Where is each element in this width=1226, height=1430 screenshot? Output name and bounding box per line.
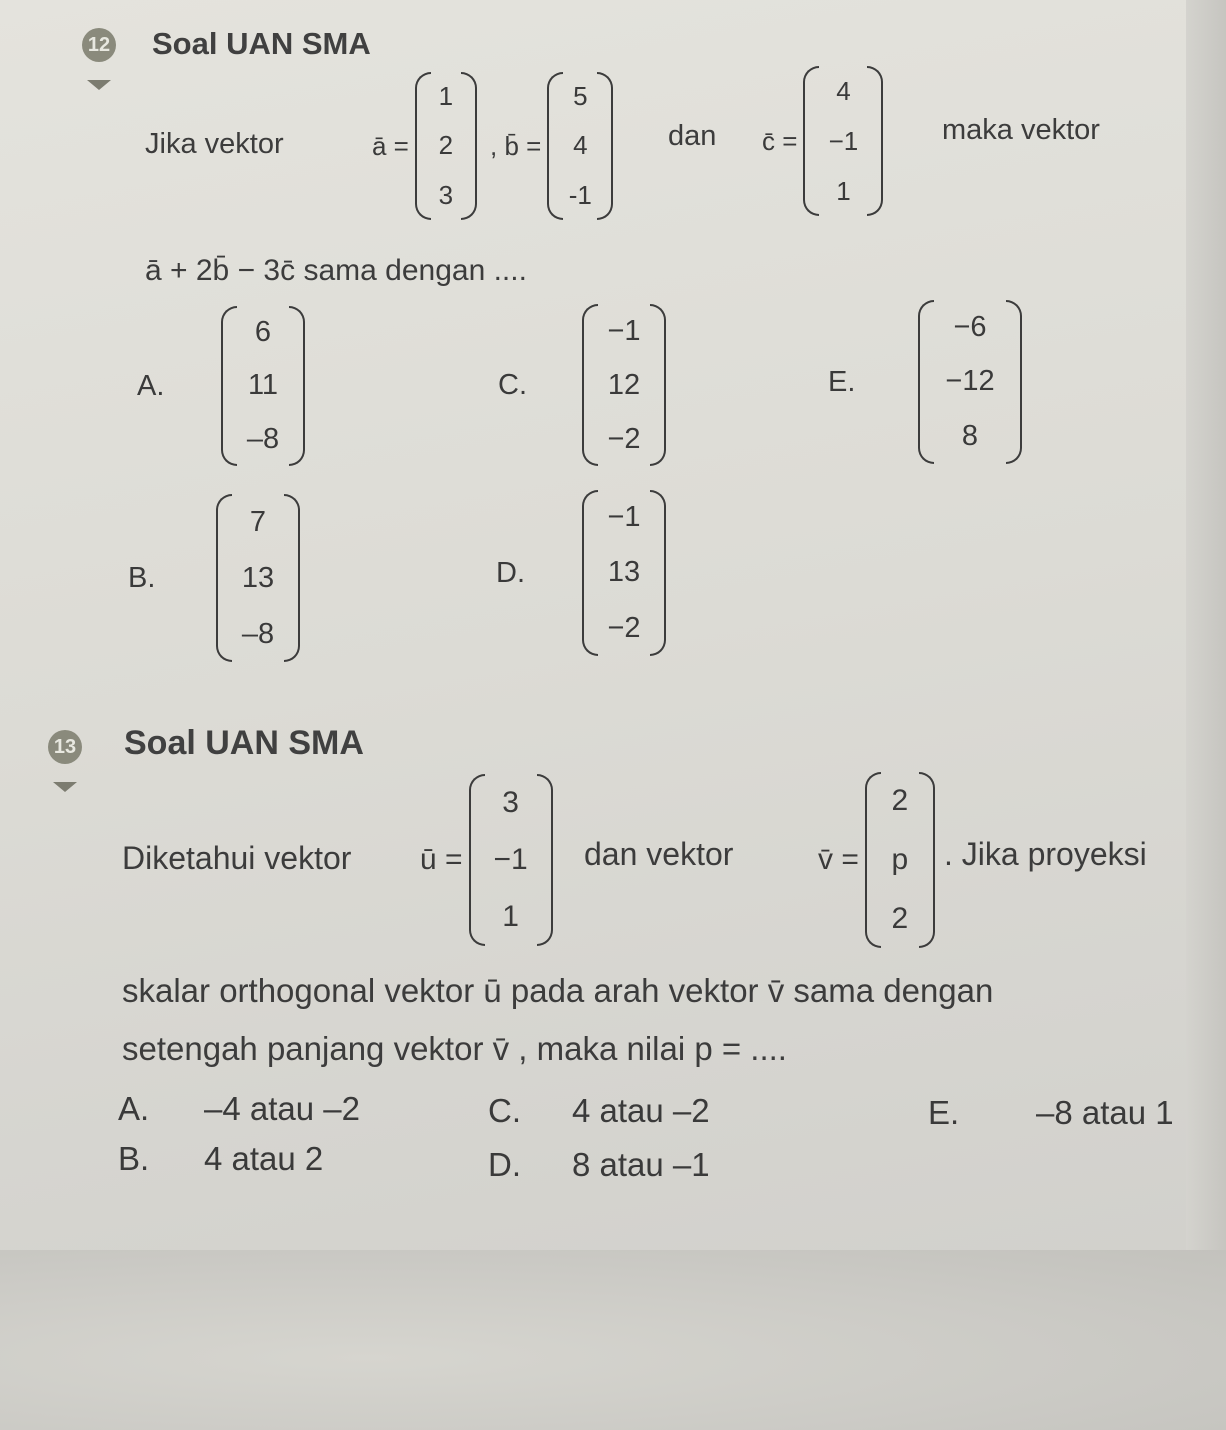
option-e-matrix bbox=[918, 300, 1022, 464]
vector-c-label: c̄ = bbox=[762, 125, 798, 156]
question-number: 13 bbox=[53, 735, 77, 758]
matrix-entry: 13 bbox=[241, 561, 275, 594]
vector-b bbox=[490, 72, 613, 220]
option-d[interactable] bbox=[488, 1146, 710, 1184]
option-letter: D. bbox=[496, 556, 525, 589]
matrix-entry: 5 bbox=[573, 81, 588, 112]
matrix-entry: −12 bbox=[945, 365, 995, 398]
matrix-entry: –8 bbox=[241, 617, 275, 650]
vector-v bbox=[818, 772, 935, 948]
option-a[interactable] bbox=[137, 306, 305, 466]
matrix-entry: 4 bbox=[836, 75, 851, 106]
vector-v-label: v̄ = bbox=[818, 843, 859, 876]
matrix-entry: 13 bbox=[607, 556, 641, 589]
matrix-entry: 2 bbox=[891, 901, 909, 935]
option-a[interactable] bbox=[118, 1090, 360, 1128]
question-intro: Jika vektor bbox=[145, 128, 284, 160]
page-edge bbox=[1186, 0, 1226, 1430]
option-text: –4 atau –2 bbox=[204, 1090, 360, 1127]
option-text: –8 atau 1 bbox=[1036, 1094, 1174, 1131]
question-heading: Soal UAN SMA bbox=[152, 26, 371, 61]
jika-proyeksi-text: . Jika proyeksi bbox=[944, 836, 1147, 872]
vector-b-matrix bbox=[547, 72, 613, 220]
option-text: 8 atau –1 bbox=[572, 1146, 710, 1183]
page-fold-shadow bbox=[0, 1250, 1226, 1430]
matrix-entry: −2 bbox=[607, 611, 641, 644]
matrix-entry: 2 bbox=[438, 130, 454, 161]
option-letter: C. bbox=[498, 368, 527, 401]
option-e[interactable] bbox=[828, 300, 1022, 464]
vector-u-label: ū = bbox=[420, 843, 463, 876]
matrix-entry: –8 bbox=[246, 422, 280, 455]
option-letter: C. bbox=[488, 1092, 521, 1129]
option-a-matrix bbox=[221, 306, 305, 466]
vector-b-label: , b̄ = bbox=[490, 130, 542, 161]
maka-text: maka vektor bbox=[942, 114, 1100, 146]
matrix-entry: 1 bbox=[438, 81, 454, 112]
dan-text: dan bbox=[668, 120, 717, 152]
vector-u bbox=[420, 774, 553, 946]
option-text: 4 atau 2 bbox=[204, 1140, 324, 1177]
matrix-entry: −1 bbox=[493, 842, 528, 876]
matrix-entry: 4 bbox=[573, 130, 588, 161]
matrix-entry: −6 bbox=[953, 310, 987, 343]
option-d[interactable] bbox=[496, 490, 666, 656]
dan-vektor-text: dan vektor bbox=[584, 836, 734, 872]
option-letter: E. bbox=[828, 365, 856, 398]
option-letter: B. bbox=[128, 561, 156, 594]
badge-tail-icon bbox=[53, 782, 77, 792]
matrix-entry: p bbox=[891, 842, 909, 876]
vector-c-matrix bbox=[803, 66, 883, 216]
option-text: 4 atau –2 bbox=[572, 1092, 710, 1129]
matrix-entry: 6 bbox=[254, 316, 272, 349]
matrix-entry: -1 bbox=[568, 179, 592, 210]
matrix-entry: 3 bbox=[502, 785, 519, 819]
vector-v-matrix bbox=[865, 772, 935, 948]
vector-u-matrix bbox=[469, 774, 553, 946]
option-b[interactable] bbox=[128, 494, 300, 662]
matrix-entry: 2 bbox=[891, 784, 909, 818]
option-b-matrix bbox=[216, 494, 300, 662]
question-intro: Diketahui vektor bbox=[122, 840, 352, 876]
vector-a-label: ā = bbox=[372, 130, 409, 161]
matrix-entry: 8 bbox=[961, 420, 979, 453]
question-line-2: skalar orthogonal vektor ū pada arah vektor v̄ sama dengan bbox=[122, 972, 994, 1009]
vector-a bbox=[372, 72, 477, 220]
option-letter: B. bbox=[118, 1140, 150, 1177]
matrix-entry: 7 bbox=[249, 505, 267, 538]
vector-c bbox=[762, 66, 883, 216]
question-line-3: setengah panjang vektor v̄ , maka nilai p = .... bbox=[122, 1030, 787, 1067]
matrix-entry: −1 bbox=[828, 125, 859, 156]
matrix-entry: −2 bbox=[607, 422, 641, 455]
matrix-entry: 1 bbox=[502, 900, 519, 934]
badge-tail-icon bbox=[87, 80, 111, 90]
question-expression: ā + 2b̄ − 3c̄ sama dengan .... bbox=[145, 254, 527, 287]
matrix-entry: 12 bbox=[607, 368, 641, 401]
option-letter: E. bbox=[928, 1094, 960, 1131]
question-number: 12 bbox=[87, 33, 111, 56]
option-c[interactable] bbox=[498, 304, 666, 466]
option-letter: A. bbox=[137, 369, 165, 402]
vector-a-matrix bbox=[415, 72, 477, 220]
option-letter: A. bbox=[118, 1090, 150, 1127]
matrix-entry: 11 bbox=[247, 369, 279, 402]
matrix-entry: −1 bbox=[607, 314, 641, 347]
question-number-badge bbox=[82, 28, 116, 62]
option-b[interactable] bbox=[118, 1140, 323, 1178]
option-c-matrix bbox=[582, 304, 666, 466]
option-e[interactable] bbox=[928, 1094, 1174, 1132]
matrix-entry: 3 bbox=[438, 179, 454, 210]
question-number-badge bbox=[48, 730, 82, 764]
matrix-entry: 1 bbox=[836, 175, 851, 206]
option-c[interactable] bbox=[488, 1092, 710, 1130]
matrix-entry: −1 bbox=[607, 501, 641, 534]
question-heading: Soal UAN SMA bbox=[124, 724, 364, 762]
option-letter: D. bbox=[488, 1146, 521, 1183]
option-d-matrix bbox=[582, 490, 666, 656]
